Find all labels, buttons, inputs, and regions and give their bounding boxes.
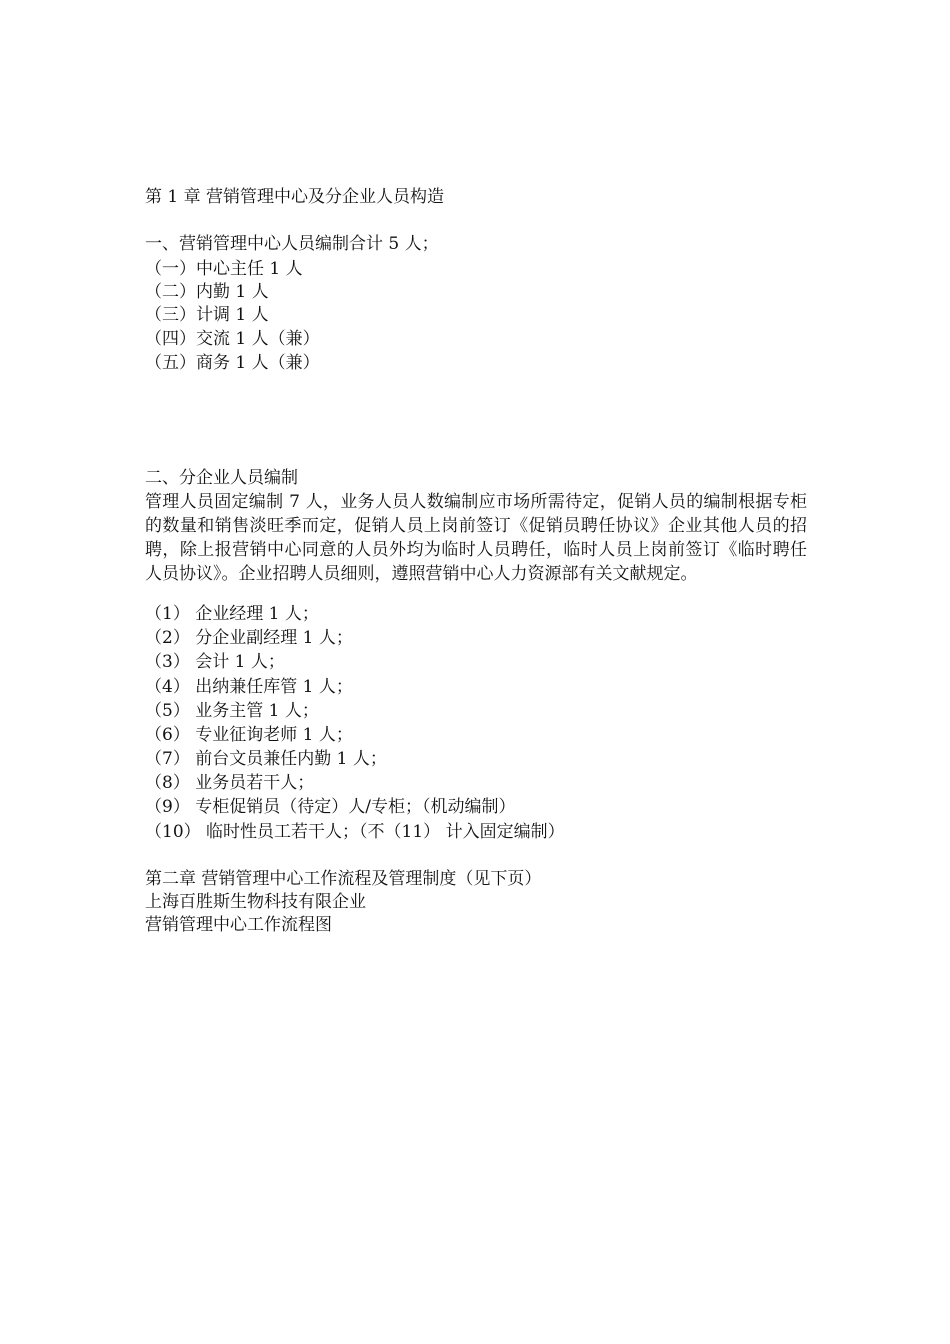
chapter1-title: 第 1 章 营销管理中心及分企业人员构造	[145, 187, 445, 207]
section2-item: （10） 临时性员工若干人；（不（11） 计入固定编制）	[145, 822, 565, 842]
section1-item: （五）商务 1 人（兼）	[145, 353, 320, 373]
section2-item: （6） 专业征询老师 1 人；	[145, 725, 353, 745]
section1-item: （三）计调 1 人	[145, 305, 269, 325]
section1-item: （四）交流 1 人（兼）	[145, 329, 320, 349]
section2-item: （4） 出纳兼任库管 1 人；	[145, 677, 353, 697]
section2-item: （8） 业务员若干人；	[145, 773, 315, 793]
section1-item: （一）中心主任 1 人	[145, 259, 303, 279]
section2-paragraph: 管理人员固定编制 7 人，业务人员人数编制应市场所需待定，促销人员的编制根据专柜的数量和销售淡旺季而定，促销人员上岗前签订《促销员聘任协议》企业其他人员的招聘，除上报营销中心同意的人员外均为临时人员聘任，临时人员上岗前签订《临时聘任人员协议》。企业招聘人员细则，遵照营销中心人力资源部有关文献规定。	[145, 492, 807, 584]
section2-item: （9） 专柜促销员（待定）人/专柜；（机动编制）	[145, 797, 516, 817]
company-name: 上海百胜斯生物科技有限企业	[145, 892, 366, 912]
section1-heading: 一、营销管理中心人员编制合计 5 人；	[145, 234, 439, 254]
section2-item: （1） 企业经理 1 人；	[145, 604, 319, 624]
section2-item: （2） 分企业副经理 1 人；	[145, 628, 353, 648]
section2-heading: 二、分企业人员编制	[145, 468, 298, 488]
section2-item: （7） 前台文员兼任内勤 1 人；	[145, 749, 387, 769]
section2-item: （3） 会计 1 人；	[145, 652, 285, 672]
document-page	[145, 0, 845, 1344]
section2-item: （5） 业务主管 1 人；	[145, 701, 319, 721]
flowchart-caption: 营销管理中心工作流程图	[145, 915, 332, 935]
section1-item: （二）内勤 1 人	[145, 282, 269, 302]
chapter2-title: 第二章 营销管理中心工作流程及管理制度（见下页）	[145, 869, 542, 889]
